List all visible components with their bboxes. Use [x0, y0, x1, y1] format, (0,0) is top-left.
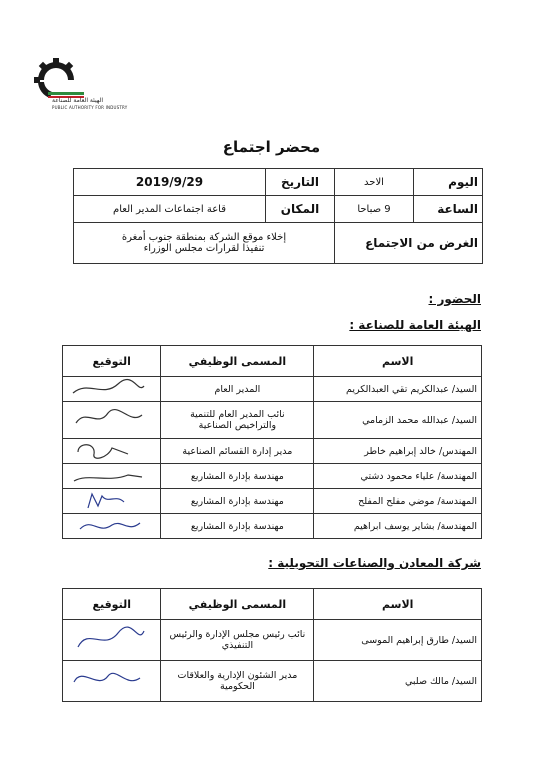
signature-mark	[68, 440, 148, 462]
attendee-title-line: نائب رئيس مجلس الإدارة والرئيس	[169, 629, 306, 640]
column-header-name: الاسم	[314, 346, 482, 377]
attendee-name: السيد/ طارق إبراهيم الموسى	[314, 620, 482, 661]
meeting-info-table	[73, 168, 483, 264]
org-name-ar: الهيئة العامة للصناعة	[52, 97, 104, 104]
attendance-heading: الحضور :	[428, 292, 481, 306]
time-label: الساعة	[414, 196, 483, 223]
place-label: المكان	[266, 196, 335, 223]
attendee-name: السيد/ عبدالكريم تقي العبدالكريم	[314, 377, 482, 402]
time-value: 9 صباحا	[335, 196, 414, 223]
group2-heading: شركة المعادن والصناعات التحويلية :	[268, 556, 481, 570]
attendee-title-line: مدير الشئون الإدارية والعلاقات	[177, 670, 298, 681]
attendee-title-line: مهندسة بإدارة المشاريع	[190, 495, 284, 507]
signature-mark	[68, 490, 148, 512]
attendee-title-line: المدير العام	[214, 383, 261, 395]
attendee-title-line: الحكومية	[219, 681, 255, 692]
table-row	[63, 514, 482, 539]
column-header-title: المسمى الوظيفي	[161, 346, 314, 377]
signature-mark	[68, 662, 148, 696]
signature-cell	[63, 464, 161, 489]
signature-cell	[63, 620, 161, 661]
signature-cell	[63, 489, 161, 514]
signature-mark	[68, 621, 148, 655]
org-name-en: PUBLIC AUTHORITY FOR INDUSTRY	[52, 105, 128, 110]
table-row	[63, 377, 482, 402]
signature-mark	[68, 378, 148, 400]
attendee-name: السيد/ عبدالله محمد الزمامي	[314, 402, 482, 439]
day-value: الاحد	[335, 169, 414, 196]
column-header-title: المسمى الوظيفي	[161, 589, 314, 620]
attendee-title-line: نائب المدير العام للتنمية	[190, 409, 285, 420]
attendee-title-line: مهندسة بإدارة المشاريع	[190, 470, 284, 482]
attendee-name: المهندسة/ موضي مفلح المفلح	[314, 489, 482, 514]
day-label: اليوم	[414, 169, 483, 196]
attendee-title-line: مدير إدارة القسائم الصناعية	[182, 445, 293, 457]
purpose-label: الغرض من الاجتماع	[335, 223, 483, 264]
signature-cell	[63, 402, 161, 439]
date-label: التاريخ	[266, 169, 335, 196]
table-row	[63, 439, 482, 464]
attendance-table-2	[62, 588, 482, 702]
attendee-name: المهندسة/ علياء محمود دشتي	[314, 464, 482, 489]
attendee-title	[161, 464, 314, 489]
signature-mark	[68, 465, 148, 487]
attendee-title-line: التنفيذي	[221, 640, 254, 651]
table-header-row	[63, 346, 482, 377]
table-row	[63, 464, 482, 489]
attendee-name: المهندسة/ بشاير يوسف ابراهيم	[314, 514, 482, 539]
attendee-title	[161, 377, 314, 402]
signature-mark	[68, 403, 148, 433]
date-value: 2019/9/29	[74, 169, 266, 196]
attendee-title	[161, 661, 314, 702]
attendee-name: المهندس/ خالد إبراهيم خاطر	[314, 439, 482, 464]
table-row	[63, 489, 482, 514]
purpose-value	[74, 223, 335, 264]
signature-cell	[63, 377, 161, 402]
table-row	[63, 661, 482, 702]
info-row-day	[74, 169, 483, 196]
column-header-signature: التوقيع	[63, 346, 161, 377]
signature-cell	[63, 439, 161, 464]
signature-cell	[63, 661, 161, 702]
attendee-title	[161, 514, 314, 539]
attendee-title	[161, 489, 314, 514]
table-row	[63, 620, 482, 661]
signature-mark	[68, 515, 148, 537]
table-header-row	[63, 589, 482, 620]
attendee-name: السيد/ مالك صلبي	[314, 661, 482, 702]
document-title: محضر اجتماع	[222, 138, 321, 156]
attendee-title-line: مهندسة بإدارة المشاريع	[190, 520, 284, 532]
info-row-time	[74, 196, 483, 223]
org-name	[52, 97, 127, 111]
purpose-value-line-2: تنفيذا لقرارات مجلس الوزراء	[143, 243, 265, 254]
attendee-title	[161, 620, 314, 661]
purpose-value-line-1: إخلاء موقع الشركة بمنطقة جنوب أمغرة	[121, 232, 287, 243]
attendee-title	[161, 402, 314, 439]
info-row-purpose	[74, 223, 483, 264]
attendee-title	[161, 439, 314, 464]
group1-heading: الهيئة العامة للصناعة :	[349, 318, 481, 332]
signature-cell	[63, 514, 161, 539]
attendance-table-1	[62, 345, 482, 539]
column-header-name: الاسم	[314, 589, 482, 620]
attendee-title-line: والتراخيص الصناعية	[198, 420, 277, 431]
table-row	[63, 402, 482, 439]
column-header-signature: التوقيع	[63, 589, 161, 620]
place-value: قاعة اجتماعات المدير العام	[74, 196, 266, 223]
